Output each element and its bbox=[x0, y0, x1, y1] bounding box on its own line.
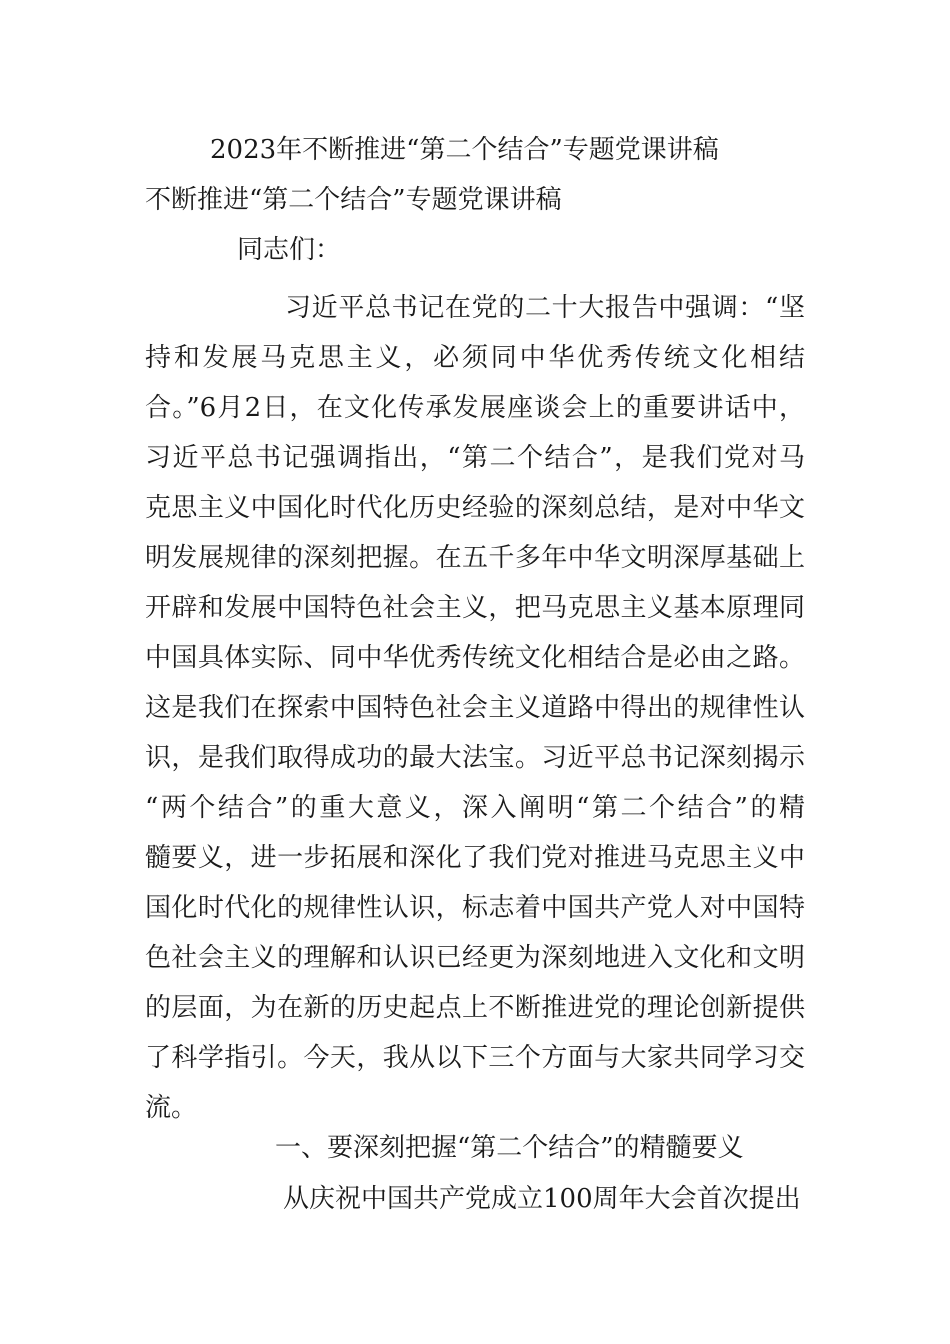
paragraph-line: 色社会主义的理解和认识已经更为深刻地进入文化和文明 bbox=[145, 943, 805, 973]
paragraph-line: 了科学指引。今天，我从以下三个方面与大家共同学习交 bbox=[145, 1043, 805, 1073]
paragraph-line: 开辟和发展中国特色社会主义，把马克思主义基本原理同 bbox=[145, 593, 805, 623]
paragraph-line: 克思主义中国化时代化历史经验的深刻总结，是对中华文 bbox=[145, 493, 805, 523]
greeting: 同志们： bbox=[237, 235, 342, 265]
paragraph-line: 流。 bbox=[145, 1093, 198, 1123]
section-heading: 一、要深刻把握“第二个结合”的精髓要义 bbox=[275, 1133, 744, 1163]
paragraph-line: 的层面，为在新的历史起点上不断推进党的理论创新提供 bbox=[145, 993, 805, 1023]
paragraph-line: 这是我们在探索中国特色社会主义道路中得出的规律性认 bbox=[145, 693, 805, 723]
paragraph-line: 持和发展马克思主义，必须同中华优秀传统文化相结 bbox=[145, 343, 805, 373]
paragraph-line: 习近平总书记在党的二十大报告中强调：“坚 bbox=[285, 293, 805, 323]
paragraph-line: 髓要义，进一步拓展和深化了我们党对推进马克思主义中 bbox=[145, 843, 805, 873]
intro-paragraph bbox=[145, 283, 805, 1133]
paragraph-line: 中国具体实际、同中华优秀传统文化相结合是必由之路。 bbox=[145, 643, 805, 673]
document-title: 2023年不断推进“第二个结合”专题党课讲稿 bbox=[210, 135, 719, 165]
paragraph-line: “两个结合”的重大意义，深入阐明“第二个结合”的精 bbox=[145, 793, 805, 823]
paragraph-line: 合。”6月2日，在文化传承发展座谈会上的重要讲话中， bbox=[145, 393, 805, 423]
paragraph-line: 习近平总书记强调指出，“第二个结合”，是我们党对马 bbox=[145, 443, 805, 473]
section-paragraph-line: 从庆祝中国共产党成立100周年大会首次提出 bbox=[283, 1184, 801, 1214]
paragraph-line: 明发展规律的深刻把握。在五千多年中华文明深厚基础上 bbox=[145, 543, 805, 573]
paragraph-line: 识，是我们取得成功的最大法宝。习近平总书记深刻揭示 bbox=[145, 743, 805, 773]
document-subtitle: 不断推进“第二个结合”专题党课讲稿 bbox=[145, 185, 562, 215]
paragraph-line: 国化时代化的规律性认识，标志着中国共产党人对中国特 bbox=[145, 893, 805, 923]
